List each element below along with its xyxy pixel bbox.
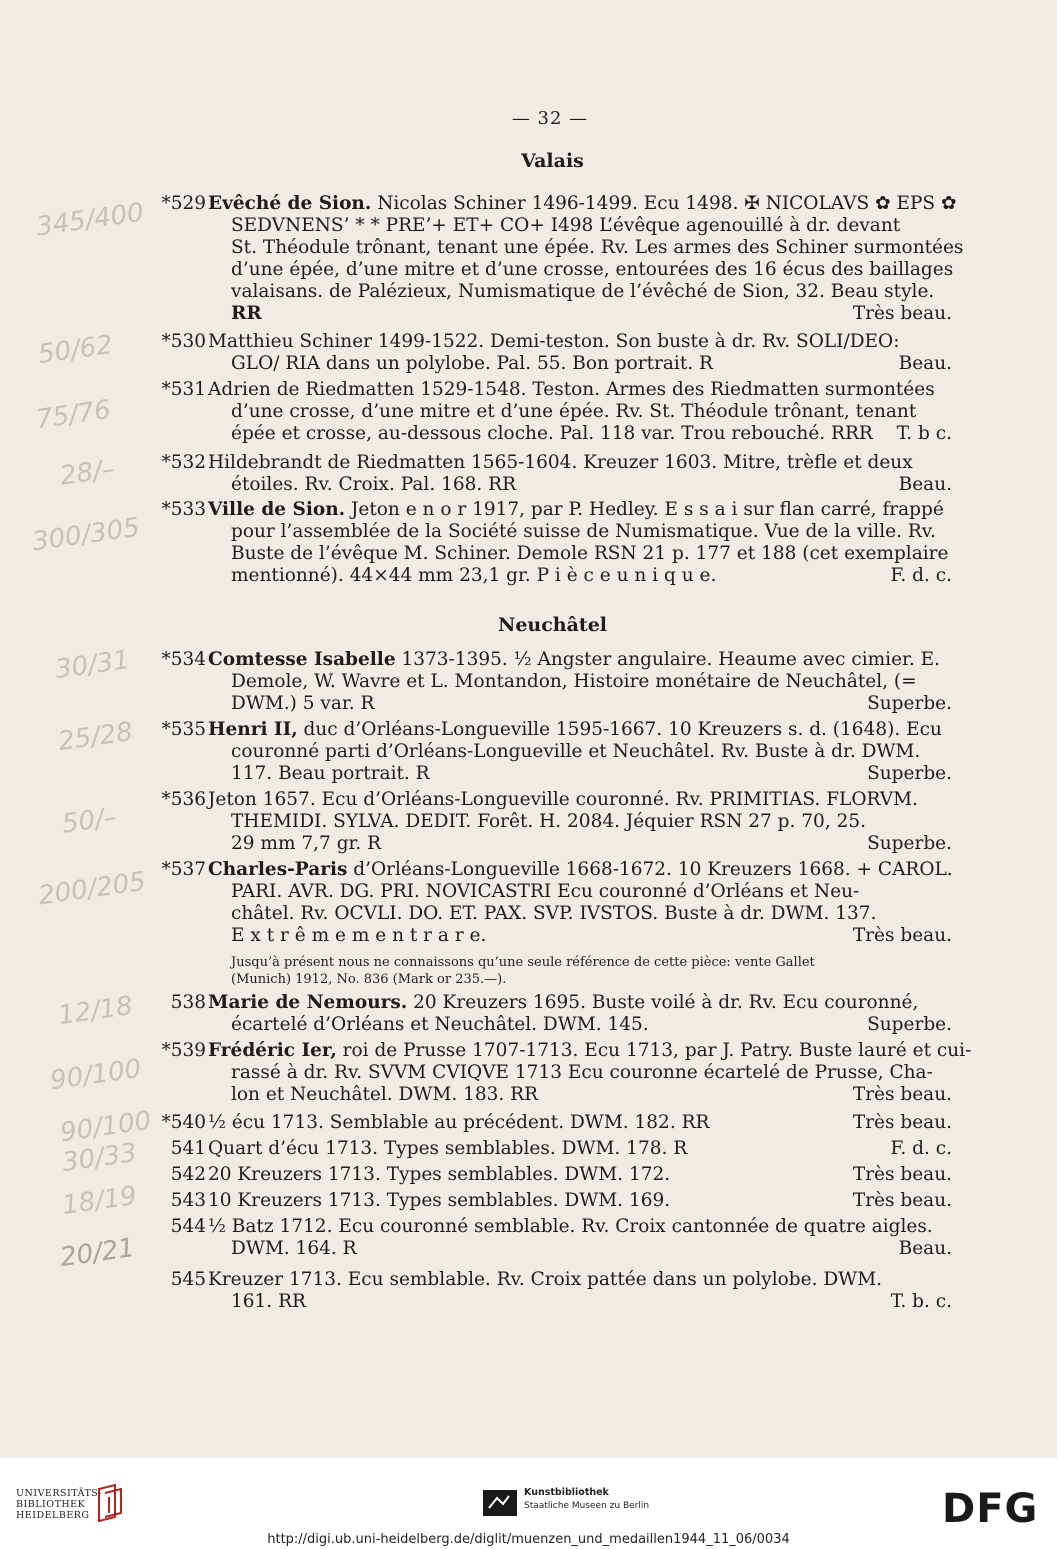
catalog-entry-537	[140, 859, 952, 947]
grade: Beau.	[898, 474, 952, 495]
permalink-url[interactable]: http://digi.ub.uni-heidelberg.de/diglit/muenzen_und_medaillen1944_11_06/0034	[267, 1532, 790, 1547]
catalog-entry-529	[140, 193, 964, 325]
pencil-price-note: 28/–	[58, 454, 117, 492]
entry-text: DWM. 164. R	[231, 1238, 357, 1259]
catalog-entry-535	[140, 719, 952, 785]
grade: Superbe.	[867, 833, 952, 854]
entry-number: *536	[161, 789, 206, 810]
rarity: RR	[231, 303, 262, 324]
kb-subtitle: Staatliche Museen zu Berlin	[524, 1501, 650, 1511]
section-title-valais: Valais	[521, 150, 584, 172]
kunstbibliothek-text	[524, 1486, 649, 1513]
grade: T. b. c.	[890, 1291, 952, 1312]
kunstbibliothek-logo-icon	[483, 1490, 517, 1516]
entry-text: PARI. AVR. DG. PRI. NOVICASTRI Ecu couronné d’Orléans et Neu-	[231, 881, 860, 902]
digitization-footer	[0, 1458, 1057, 1549]
entry-text: Demole, W. Wavre et L. Montandon, Histoire monétaire de Neuchâtel, (=	[231, 671, 917, 692]
entry-text: Quart d’écu 1713. Types semblables. DWM. 178. R	[208, 1138, 688, 1159]
ub-heidelberg-logo-text	[16, 1488, 102, 1521]
grade: Superbe.	[867, 693, 952, 714]
entry-heading: Frédéric Ier,	[208, 1040, 337, 1061]
entry-text: Nicolas Schiner 1496-1499. Ecu 1498. ✠ NICOLAVS ✿ EPS ✿	[371, 193, 957, 214]
entry-number: *533	[161, 499, 206, 520]
footnote-line: Jusqu’à présent nous ne connaissons qu’une seule référence de cette pièce: vente Gallet	[231, 955, 815, 970]
pencil-price-note: 18/19	[60, 1180, 139, 1222]
pencil-price-note: 300/305	[30, 512, 142, 558]
entry-text: St. Théodule trônant, tenant une épée. Rv. Les armes des Schiner surmontées	[231, 237, 964, 258]
catalog-entry-531	[140, 379, 952, 445]
entry-text: DWM.) 5 var. R	[231, 693, 375, 714]
pencil-price-note: 90/100	[58, 1105, 154, 1149]
pencil-price-note: 25/28	[56, 716, 135, 758]
ub-line: BIBLIOTHEK	[16, 1499, 86, 1510]
entry-number: *534	[161, 649, 206, 670]
grade: Très beau.	[852, 1112, 952, 1133]
entry-text: d’Orléans-Longueville 1668-1672. 10 Kreuzers 1668. + CAROL.	[347, 859, 953, 880]
entry-text: E x t r ê m e m e n t r a r e.	[231, 925, 487, 946]
pencil-price-note: 50/–	[60, 802, 119, 840]
catalog-entry-542	[140, 1164, 952, 1186]
entry-text: 10 Kreuzers 1713. Types semblables. DWM. 169.	[208, 1190, 671, 1211]
catalog-entry-530	[140, 331, 952, 375]
entry-text: ½ écu 1713. Semblable au précédent. DWM. 182. RR	[208, 1112, 710, 1133]
pencil-price-note: 30/31	[53, 644, 132, 686]
catalog-entry-539	[140, 1040, 972, 1106]
footnote-537	[231, 954, 953, 988]
entry-number: 544	[170, 1216, 206, 1237]
entry-text: 20 Kreuzers 1713. Types semblables. DWM. 172.	[208, 1164, 671, 1185]
entry-text: écartelé d’Orléans et Neuchâtel. DWM. 145.	[231, 1014, 649, 1035]
ub-line: HEIDELBERG	[16, 1510, 90, 1521]
catalog-entry-541	[140, 1138, 952, 1160]
entry-text: 117. Beau portrait. R	[231, 763, 430, 784]
catalog-entry-533	[140, 499, 952, 587]
entry-text: roi de Prusse 1707-1713. Ecu 1713, par J. Patry. Buste lauré et cui-	[336, 1040, 972, 1061]
grade: Superbe.	[867, 1014, 952, 1035]
entry-text: Jeton 1657. Ecu d’Orléans-Longueville couronné. Rv. PRIMITIAS. FLORVM.	[208, 789, 918, 810]
entry-text: Hildebrandt de Riedmatten 1565-1604. Kreuzer 1603. Mitre, trèfle et deux	[208, 452, 913, 473]
entry-text: 1373-1395. ½ Angster angulaire. Heaume avec cimier. E.	[395, 649, 941, 670]
entry-text: 161. RR	[231, 1291, 306, 1312]
grade: F. d. c.	[890, 1138, 952, 1159]
entry-text: d’une crosse, d’une mitre et d’une épée. Rv. St. Théodule trônant, tenant	[231, 401, 917, 422]
entry-number: 538	[170, 992, 206, 1013]
footnote-line: (Munich) 1912, No. 836 (Mark or 235.—).	[231, 972, 507, 987]
entry-text: valaisans. de Palézieux, Numismatique de l’évêché de Sion, 32. Beau style.	[231, 281, 935, 302]
entry-text: mentionné). 44×44 mm 23,1 gr. P i è c e u n i q u e.	[231, 565, 717, 586]
entry-text: duc d’Orléans-Longueville 1595-1667. 10 Kreuzers s. d. (1648). Ecu	[297, 719, 942, 740]
catalog-entry-540	[140, 1112, 952, 1134]
entry-text: couronné parti d’Orléans-Longueville et Neuchâtel. Rv. Buste à dr. DWM.	[231, 741, 921, 762]
grade: Très beau.	[852, 1190, 952, 1211]
entry-text: pour l’assemblée de la Société suisse de Numismatique. Vue de la ville. Rv.	[231, 521, 936, 542]
pencil-price-note: 200/205	[36, 866, 148, 912]
entry-heading: Charles-Paris	[208, 859, 348, 880]
entry-heading: Marie de Nemours.	[208, 992, 408, 1013]
entry-text: SEDVNENS’ * * PRE’+ ET+ CO+ I498 L’évêque agenouillé à dr. devant	[231, 215, 901, 236]
entry-text: ½ Batz 1712. Ecu couronné semblable. Rv. Croix cantonnée de quatre aigles.	[208, 1216, 933, 1237]
grade: Très beau.	[852, 1164, 952, 1185]
grade: F. d. c.	[890, 565, 952, 586]
entry-number: *531	[161, 379, 206, 400]
entry-text: 20 Kreuzers 1695. Buste voilé à dr. Rv. Ecu couronné,	[407, 992, 919, 1013]
dfg-logo: DFG	[942, 1486, 1039, 1532]
entry-number: *539	[161, 1040, 206, 1061]
entry-heading: Evêché de Sion.	[208, 193, 372, 214]
pencil-price-note: 75/76	[34, 394, 113, 436]
catalog-entry-538	[140, 992, 952, 1036]
entry-text: Adrien de Riedmatten 1529-1548. Teston. Armes des Riedmatten surmontées	[208, 379, 935, 400]
entry-number: *530	[161, 331, 206, 352]
catalog-entry-545	[140, 1269, 952, 1313]
entry-text: Jeton e n o r 1917, par P. Hedley. E s s a i sur flan carré, frappé	[345, 499, 944, 520]
entry-text: rassé à dr. Rv. SVVM CVIQVE 1713 Ecu couronne écartelé de Prusse, Cha-	[231, 1062, 933, 1083]
ub-heidelberg-logo-icon	[95, 1483, 125, 1523]
catalog-entry-543	[140, 1190, 952, 1212]
entry-number: 543	[170, 1190, 206, 1211]
grade: Beau.	[898, 353, 952, 374]
entry-number: *532	[161, 452, 206, 473]
grade: Très beau.	[852, 1084, 952, 1105]
kb-title: Kunstbibliothek	[524, 1487, 609, 1498]
entry-text: 29 mm 7,7 gr. R	[231, 833, 382, 854]
pencil-price-note: 20/21	[58, 1232, 137, 1274]
entry-text: Matthieu Schiner 1499-1522. Demi-teston. Son buste à dr. Rv. SOLI/DEO:	[208, 331, 900, 352]
pencil-price-note: 50/62	[36, 329, 115, 371]
catalog-entry-544	[140, 1216, 952, 1260]
pencil-price-note: 90/100	[48, 1053, 144, 1097]
pencil-price-note: 30/33	[60, 1137, 139, 1179]
page-number: — 32 —	[511, 108, 589, 129]
pencil-price-note: 345/400	[34, 197, 146, 243]
entry-number: *537	[161, 859, 206, 880]
catalog-entry-532	[140, 452, 952, 496]
entry-number: *540	[161, 1112, 206, 1133]
entry-number: 545	[170, 1269, 206, 1290]
entry-text: Buste de l’évêque M. Schiner. Demole RSN 21 p. 177 et 188 (cet exemplaire	[231, 543, 949, 564]
grade: Très beau.	[852, 303, 952, 324]
entry-text: GLO/ RIA dans un polylobe. Pal. 55. Bon portrait. R	[231, 353, 713, 374]
entry-heading: Ville de Sion.	[208, 499, 346, 520]
entry-text: épée et crosse, au-dessous cloche. Pal. 118 var. Trou rebouché. RRR	[231, 423, 873, 444]
entry-text: lon et Neuchâtel. DWM. 183. RR	[231, 1084, 539, 1105]
entry-heading: Henri II,	[208, 719, 298, 740]
entry-number: *535	[161, 719, 206, 740]
catalog-entry-534	[140, 649, 952, 715]
grade: T. b c.	[896, 423, 952, 444]
entry-text: châtel. Rv. OCVLI. DO. ET. PAX. SVP. IVSTOS. Buste à dr. DWM. 137.	[231, 903, 877, 924]
section-title-neuchatel: Neuchâtel	[497, 614, 608, 636]
grade: Très beau.	[852, 925, 952, 946]
entry-number: 541	[170, 1138, 206, 1159]
ub-line: UNIVERSITÄTS-	[16, 1488, 103, 1499]
grade: Beau.	[898, 1238, 952, 1259]
grade: Superbe.	[867, 763, 952, 784]
entry-text: d’une épée, d’une mitre et d’une crosse, entourées des 16 écus des baillages	[231, 259, 954, 280]
pencil-price-note: 12/18	[56, 990, 135, 1032]
entry-number: 542	[170, 1164, 206, 1185]
entry-heading: Comtesse Isabelle	[208, 649, 396, 670]
entry-text: étoiles. Rv. Croix. Pal. 168. RR	[231, 474, 517, 495]
catalog-entry-536	[140, 789, 952, 855]
entry-number: *529	[161, 193, 206, 214]
entry-text: THEMIDI. SYLVA. DEDIT. Forêt. H. 2084. Jéquier RSN 27 p. 70, 25.	[231, 811, 867, 832]
entry-text: Kreuzer 1713. Ecu semblable. Rv. Croix pattée dans un polylobe. DWM.	[208, 1269, 883, 1290]
